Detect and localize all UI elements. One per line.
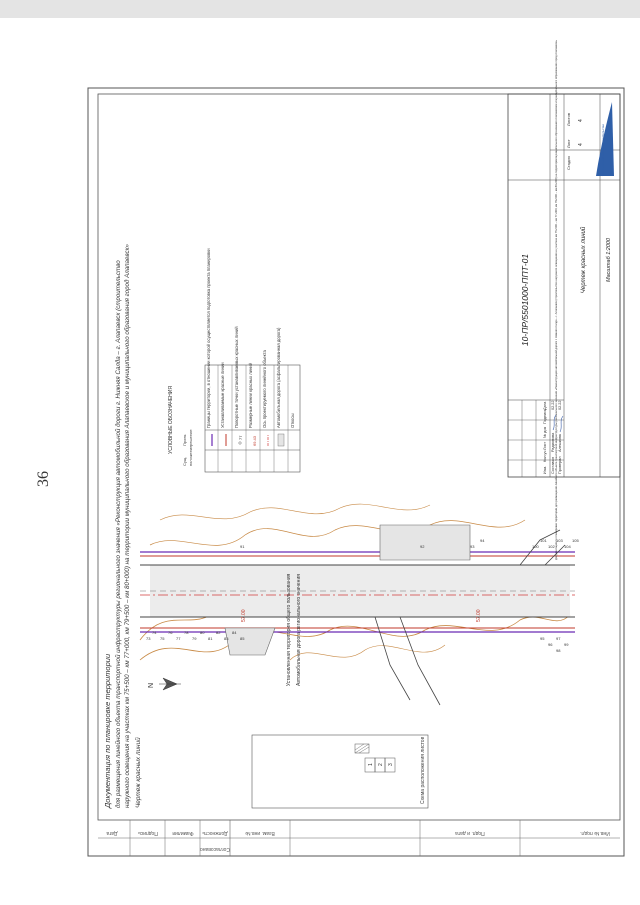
- map-slope-block: [380, 525, 470, 560]
- map-point-number: 76: [168, 630, 173, 635]
- heading-line-2: для размещения линейного объекта транспортной инфраструктуры регионального значения «Реконструкция автомобильной дороги г. Нижняя Салда – г. Алапаевск (строительство: [115, 260, 122, 808]
- map-point-number: 95: [540, 636, 545, 641]
- stamp-name-checked: Алешкина: [558, 434, 562, 452]
- stamp-signature: [560, 416, 563, 432]
- map-label-road: Автомобильная дорога регионального значения: [296, 574, 302, 686]
- map-point-number: 99: [564, 642, 569, 647]
- stamp-code: 10-ПР/5501000-ППТ-01: [520, 253, 530, 347]
- map-point-number: 84: [232, 630, 237, 635]
- map-point-number: 75: [160, 636, 165, 641]
- stamp-col-header: № док: [543, 426, 547, 438]
- legend-item: Устанавливаемые красные линии: [220, 362, 225, 428]
- map-point-number: 78: [184, 630, 189, 635]
- approval-surname: Фамилия: [172, 830, 194, 836]
- map-point-number: 97: [556, 636, 561, 641]
- org-name: транспортное машино-строительство: [601, 123, 605, 177]
- stamp-stage-header: Лист: [566, 139, 571, 148]
- scheme-cell-3: 3: [388, 763, 394, 766]
- map-point-number: 91: [240, 544, 245, 549]
- legend-item: Границы территории, в отношении которой осуществляется подготовка проекта планировки: [206, 248, 211, 428]
- stamp-col-header: Изм.: [543, 465, 547, 474]
- map-point-number: 73: [146, 636, 151, 641]
- heading-line-1: Документация по планировке территории: [103, 653, 112, 808]
- stamp-date-checked: 02.22: [558, 400, 562, 410]
- approval-date: Дата: [106, 830, 118, 836]
- stamp-col-header: Подпись: [543, 408, 547, 424]
- legend-col-status: Сущ.: [182, 456, 187, 466]
- left-strip-signature-date: Подп. и дата: [455, 830, 485, 836]
- approval-position: Должность: [202, 830, 228, 836]
- map-point-number: 83: [224, 636, 229, 641]
- map-point-number: 102: [548, 544, 555, 549]
- map-terrain-contour: [290, 645, 445, 660]
- map-dimension: 57.00: [241, 609, 247, 622]
- legend-item: Размерные линии красных линий: [248, 362, 253, 428]
- stamp-role-checked: Проверил: [558, 456, 562, 474]
- heading-line-3: наружного освещения на участках км 75+500 – км 77+000, км 79+500 – км 80+000) на территории муниципального образования Алапаевское и муниципального образования город Алапаевск»: [124, 244, 131, 808]
- stamp-stage-header: Листов: [566, 113, 571, 126]
- heading-line-4: Чертеж красных линий: [135, 737, 142, 808]
- map-point-number: 81: [208, 636, 213, 641]
- legend-title: УСЛОВНЫЕ ОБОЗНАЧЕНИЯ: [168, 386, 174, 454]
- stamp-description: Документация по планировке территории для размещения линейного объекта транспортной инфраструктуры регионального значения «Реконструкция автомобильной дороги г. Нижняя Салда – г. Алапаевск (строительство наружного освещения на участках км 75+500 – км 77+000, км 79+500 – км 80+000) на территории муниципального образования Алапаевское и муниципального образования город Алапаевск»: [555, 40, 558, 560]
- scheme-cell-1: 1: [368, 763, 374, 766]
- map-point-number: 80: [200, 630, 205, 635]
- map-point-number: 82: [216, 630, 221, 635]
- stamp-drawing-name: Чертеж красных линий: [581, 226, 587, 294]
- map-point-number: 98: [556, 648, 561, 653]
- approval-strip: [98, 820, 620, 856]
- map-point-number: 79: [192, 636, 197, 641]
- map-terrain-contour: [160, 504, 430, 520]
- legend-sample-road: [278, 434, 284, 446]
- stamp-name-prepared: Радионова: [551, 432, 555, 452]
- sheet-scheme: [252, 735, 428, 808]
- legend-item: Автомобильная дорога (асфальтированная дорога): [276, 327, 281, 428]
- map-point-number: 103: [556, 538, 563, 543]
- left-strip-replace-inv: Взам. инв.№: [245, 830, 275, 836]
- stamp-stage-header: Стадия: [566, 156, 571, 170]
- title-block: [508, 40, 620, 560]
- legend: [168, 248, 300, 472]
- legend-item: Поворотные точки устанавливаемых красных линий: [234, 326, 239, 428]
- legend-item: Откосы: [290, 413, 295, 428]
- stamp-col-header: Кол.уч: [543, 450, 547, 462]
- page-number: 36: [35, 471, 52, 487]
- stamp-col-header: Лист: [543, 441, 547, 450]
- stamp-role-prepared: Составил: [551, 457, 555, 474]
- stamp-col-header: Дата: [543, 401, 547, 410]
- sheet-heading: [103, 243, 142, 809]
- map-point-number: 96: [548, 642, 553, 647]
- map-point-number: 104: [564, 544, 571, 549]
- stamp-stage-value: 4: [578, 143, 584, 146]
- map-point-number: 77: [176, 636, 181, 641]
- scheme-title: Схема расположения листов: [420, 736, 426, 804]
- legend-col-project: Проек.: [182, 433, 187, 446]
- map-terrain-contour: [140, 615, 570, 660]
- map-point-number: 105: [572, 538, 579, 543]
- stamp-scale: Масштаб 1:2000: [606, 237, 612, 283]
- approval-signature: Подпись: [138, 830, 158, 836]
- map-point-number: 74: [152, 630, 157, 635]
- map-area: [140, 504, 579, 705]
- legend-sample-dimension: 69.43: [252, 435, 257, 446]
- stamp-date-prepared: 02.22: [551, 400, 555, 410]
- map-point-number: 85: [240, 636, 245, 641]
- org-logo: [596, 102, 614, 176]
- legend-sample-point: [239, 442, 241, 444]
- legend-item: Ось проектируемого линейного объекта: [262, 350, 267, 428]
- map-point-number: 94: [480, 538, 485, 543]
- sheet-inner-border: [98, 94, 620, 820]
- north-arrow: [148, 678, 181, 690]
- map-dimension: 57.00: [476, 609, 482, 622]
- map-point-number: 92: [420, 544, 425, 549]
- legend-sample-point-label: 77: [238, 435, 243, 440]
- north-label: N: [148, 682, 155, 688]
- approval-agreed: Согласовано: [199, 846, 231, 852]
- map-point-number: 93: [470, 544, 475, 549]
- map-side-road: [375, 617, 440, 705]
- legend-col-project-2: решение: [188, 429, 193, 446]
- map-point-number: 101: [540, 538, 547, 543]
- map-side-road: [520, 530, 565, 565]
- stamp-stage-value: 4: [578, 119, 584, 122]
- left-strip-inv-orig: Инв.№ подл.: [580, 830, 610, 836]
- scheme-cell-2: 2: [378, 763, 384, 766]
- map-label-public-land: Установленная территория общего пользования: [286, 573, 292, 687]
- map-point-number: 100: [532, 544, 539, 549]
- legend-col-status-2: положение: [188, 445, 193, 466]
